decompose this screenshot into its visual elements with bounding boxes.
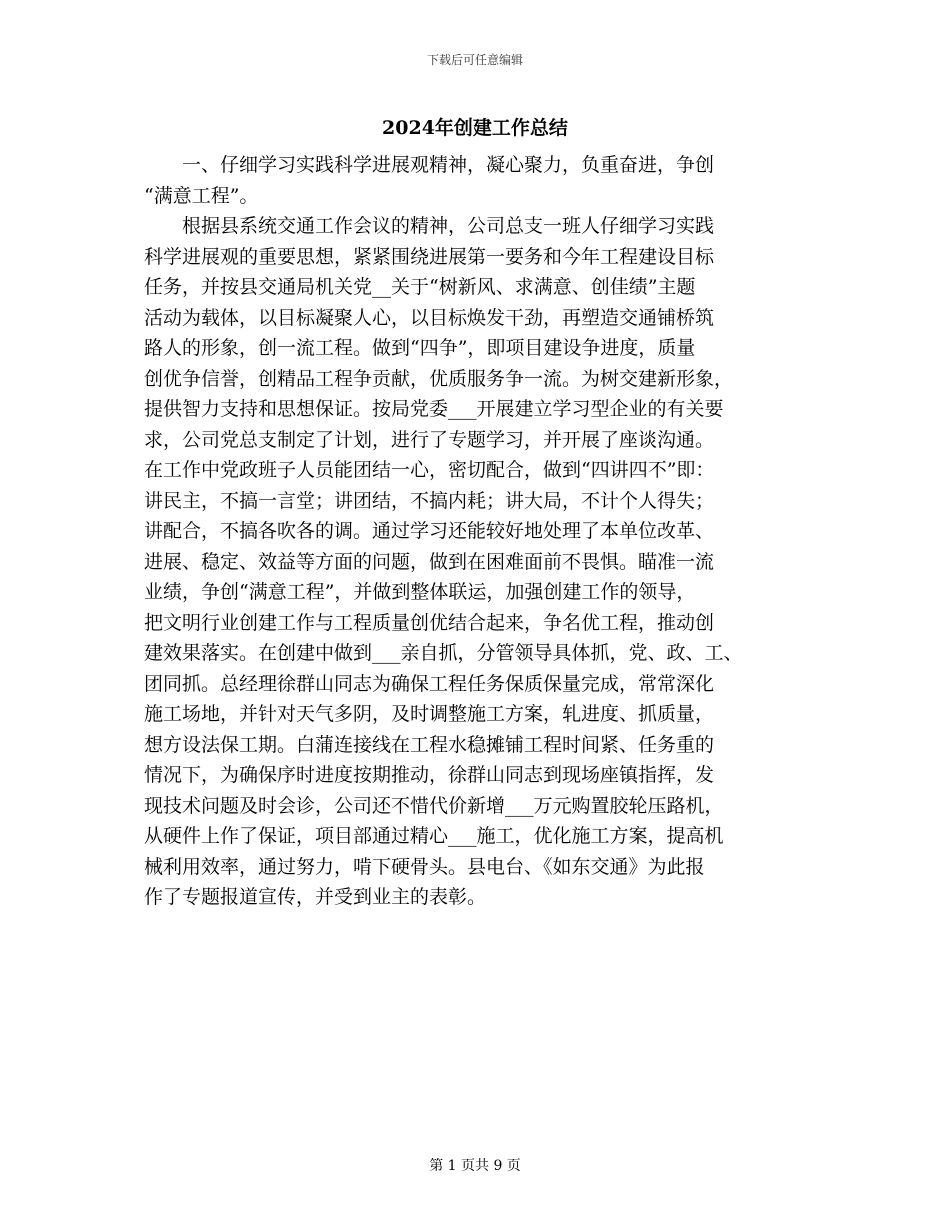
header-note: 下载后可任意编辑: [426, 53, 523, 67]
paragraph-line: 讲配合，不搞各吹各的调。通过学习还能较好地处理了本单位改革、: [144, 520, 715, 542]
paragraph-line: 现技术问题及时会诊，公司还不惜代价新增___万元购置胶轮压路机，: [144, 794, 724, 817]
paragraph-line: 创优争信誉，创精品工程争贡献，优质服务争一流。为树交建新形象，: [144, 367, 734, 390]
paragraph-line: 求，公司党总支制定了计划，进行了专题学习，并开展了座谈沟通。: [144, 428, 715, 451]
paragraph-line: 业绩，争创“满意工程”，并做到整体联运，加强创建工作的领导，: [144, 581, 696, 603]
paragraph-line: 把文明行业创建工作与工程质量创优结合起来，争名优工程，推动创: [144, 611, 715, 634]
paragraph-line: 路人的形象，创一流工程。做到“四争”，即项目建设争进度，质量: [144, 337, 696, 359]
page-number: 第 1 页共 9 页: [429, 1158, 521, 1174]
paragraph-line: “满意工程”。: [144, 184, 259, 207]
paragraph-line: 从硬件上作了保证，项目部通过精心___施工，优化施工方案，提高机: [144, 825, 724, 847]
paragraph-line: 活动为载体，以目标凝聚人心，以目标焕发干劲，再塑造交通铺桥筑: [144, 306, 715, 329]
paragraph-line: 科学进展观的重要思想，紧紧围绕进展第一要务和今年工程建设目标: [144, 245, 715, 268]
paragraph-line: 讲民主，不搞一言堂；讲团结，不搞内耗；讲大局，不计个人得失；: [144, 489, 715, 512]
paragraph-line: 根据县系统交通工作会议的精神，公司总支一班人仔细学习实践: [144, 215, 715, 237]
paragraph-line: 情况下，为确保序时进度按期推动，徐群山同志到现场座镇指挥，发: [144, 764, 715, 786]
paragraph-line: 一、仔细学习实践科学进展观精神，凝心聚力，负重奋进，争创: [144, 154, 715, 176]
document-title: 2024年创建工作总结: [382, 117, 568, 139]
paragraph-line: 作了专题报道宣传，并受到业主的表彰。: [144, 886, 487, 908]
paragraph-line: 械利用效率，通过努力，啃下硬骨头。县电台、《如东交通》为此报: [144, 855, 705, 878]
document-body: [144, 150, 824, 913]
paragraph-line: 想方设法保工期。白蒲连接线在工程水稳摊铺工程时间紧、任务重的: [144, 733, 715, 756]
paragraph-line: 提供智力支持和思想保证。按局党委___开展建立学习型企业的有关要: [144, 398, 724, 420]
paragraph-line: 建效果落实。在创建中做到___亲自抓，分管领导具体抓，党、政、工、: [144, 642, 743, 664]
paragraph-line: 施工场地，并针对天气多阴，及时调整施工方案，轧进度、抓质量，: [144, 703, 715, 725]
paragraph-line: 进展、稳定、效益等方面的问题，做到在困难面前不畏惧。瞄准一流: [144, 550, 715, 573]
paragraph-line: 团同抓。总经理徐群山同志为确保工程任务保质保量完成，常常深化: [144, 672, 715, 695]
paragraph-line: 任务，并按县交通局机关党__关于“树新风、求满意、创佳绩”主题: [144, 276, 696, 298]
paragraph-line: 在工作中党政班子人员能团结一心，密切配合，做到“四讲四不”即：: [144, 459, 715, 481]
